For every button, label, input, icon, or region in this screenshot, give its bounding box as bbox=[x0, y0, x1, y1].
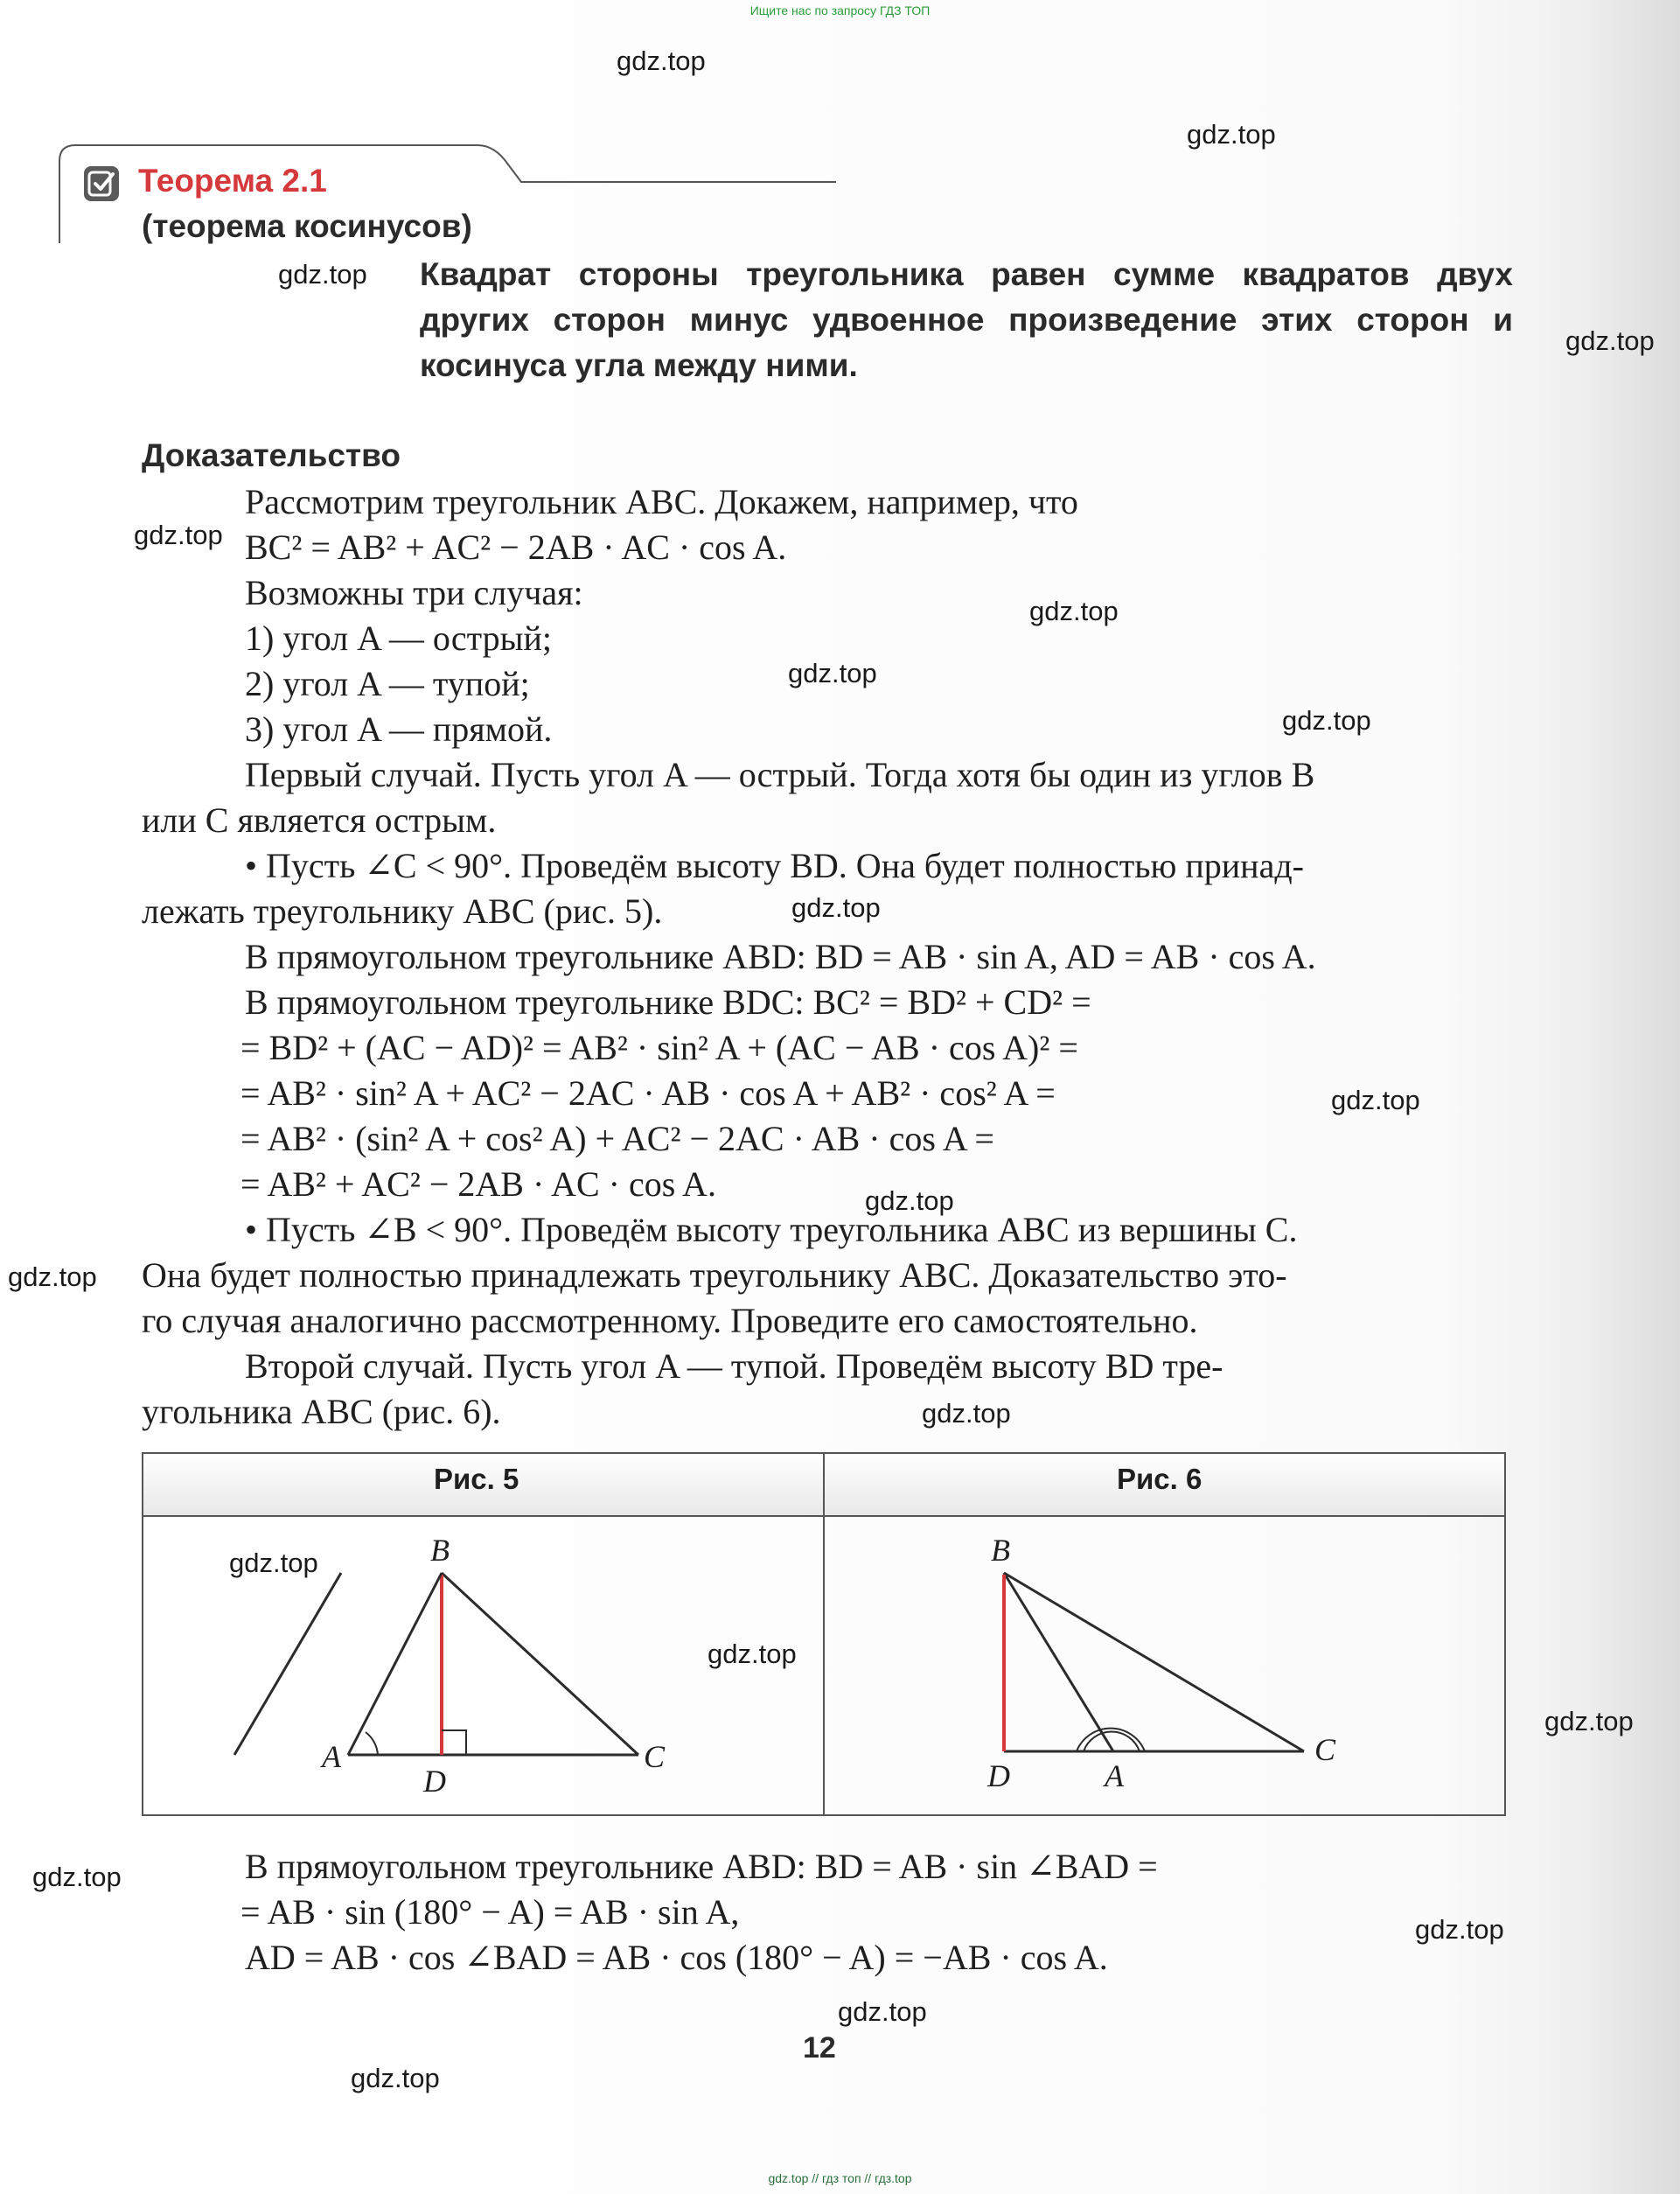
proof-line: AD = AB · cos ∠BAD = AB · cos (180° − A) = −AB · cos A. bbox=[245, 1938, 1108, 1977]
theorem-subtitle: (теорема косинусов) bbox=[142, 208, 472, 244]
watermark: gdz.top bbox=[708, 1639, 797, 1669]
watermark: gdz.top bbox=[32, 1862, 122, 1892]
right-angle-mark bbox=[442, 1730, 466, 1755]
proof-line: Она будет полностью принадлежать треугольнику ABC. Доказательство это- bbox=[142, 1255, 1287, 1295]
proof-line: = BD² + (AC − AD)² = AB² · sin² A + (AC − AB · cos A)² = bbox=[240, 1028, 1078, 1067]
vertex-a-label: A bbox=[1105, 1758, 1124, 1793]
theorem-statement: Квадрат стороны треугольника равен сумме квадратов двух других сторон минус удвоенное произведение этих сторон и косинуса угла между ними. bbox=[420, 256, 1513, 383]
watermark: gdz.top bbox=[1282, 705, 1371, 736]
watermark: gdz.top bbox=[229, 1548, 318, 1578]
proof-line: BC² = AB² + AC² − 2AB · AC · cos A. bbox=[245, 528, 787, 567]
watermark: gdz.top bbox=[865, 1185, 954, 1216]
vertex-d-label: D bbox=[423, 1764, 446, 1799]
proof-line: В прямоугольном треугольнике ABD: BD = AB · sin ∠BAD = bbox=[245, 1847, 1158, 1886]
vertex-c-label: C bbox=[1314, 1732, 1336, 1767]
figure-6-caption: Рис. 6 bbox=[1117, 1463, 1202, 1495]
watermark: gdz.top bbox=[278, 259, 367, 290]
angle-a-arc bbox=[366, 1732, 378, 1755]
theorem-title: Теорема 2.1 bbox=[138, 163, 327, 199]
side-ab-true bbox=[362, 1573, 442, 1755]
watermark: gdz.top bbox=[134, 520, 223, 550]
vertex-d-label: D bbox=[987, 1758, 1010, 1793]
vertex-b-label: B bbox=[430, 1533, 450, 1568]
side-ab-main bbox=[348, 1573, 442, 1755]
watermark: gdz.top bbox=[838, 1996, 927, 2027]
proof-line: 2) угол A — тупой; bbox=[245, 664, 530, 703]
figure-6-diagram bbox=[825, 1517, 1506, 1814]
watermark: gdz.top bbox=[1187, 119, 1276, 150]
top-banner: Ищите нас по запросу ГДЗ ТОП bbox=[749, 3, 931, 17]
proof-line: угольника ABC (рис. 6). bbox=[142, 1392, 501, 1431]
proof-line: Рассмотрим треугольник ABC. Докажем, например, что bbox=[245, 482, 1078, 521]
watermark: gdz.top bbox=[1565, 325, 1655, 356]
proof-line: В прямоугольном треугольнике BDC: BC² = BD² + CD² = bbox=[245, 982, 1091, 1022]
page-number: 12 bbox=[803, 2031, 836, 2065]
watermark: gdz.top bbox=[1331, 1085, 1420, 1115]
proof-line: = AB² · (sin² A + cos² A) + AC² − 2AC · AB · cos A = bbox=[240, 1119, 994, 1158]
proof-line: = AB · sin (180° − A) = AB · sin A, bbox=[240, 1892, 740, 1932]
proof-line: • Пусть ∠C < 90°. Проведём высоту BD. Она будет полностью принад- bbox=[245, 846, 1304, 885]
proof-line: лежать треугольнику ABC (рис. 5). bbox=[142, 891, 663, 931]
watermark: gdz.top bbox=[788, 658, 877, 688]
proof-line: или C является острым. bbox=[142, 800, 497, 840]
watermark: gdz.top bbox=[791, 892, 881, 923]
watermark: gdz.top bbox=[351, 2063, 440, 2093]
figure-5-diagram bbox=[142, 1517, 823, 1814]
proof-line: 1) угол A — острый; bbox=[245, 618, 552, 658]
proof-line: го случая аналогично рассмотренному. Проведите его самостоятельно. bbox=[142, 1301, 1198, 1340]
proof-line: = AB² · sin² A + AC² − 2AC · AB · cos A + AB² · cos² A = bbox=[240, 1073, 1056, 1113]
watermark: gdz.top bbox=[1544, 1706, 1634, 1736]
proof-line: 3) угол A — прямой. bbox=[245, 709, 553, 749]
side-ab bbox=[234, 1573, 341, 1755]
checkmark-icon bbox=[84, 166, 119, 201]
proof-heading: Доказательство bbox=[142, 437, 401, 473]
vertex-a-label: A bbox=[322, 1739, 341, 1774]
proof-line: Возможны три случая: bbox=[245, 573, 583, 612]
watermark: gdz.top bbox=[922, 1398, 1011, 1429]
proof-line: В прямоугольном треугольнике ABD: BD = AB · sin A, AD = AB · cos A. bbox=[245, 937, 1316, 976]
watermark: gdz.top bbox=[1029, 596, 1119, 626]
side-ab bbox=[1004, 1573, 1113, 1751]
figure-5-caption: Рис. 5 bbox=[434, 1463, 519, 1495]
watermark: gdz.top bbox=[1415, 1914, 1504, 1945]
side-a-b bbox=[367, 1573, 442, 1755]
proof-line: Первый случай. Пусть угол A — острый. Тогда хотя бы один из углов B bbox=[245, 755, 1315, 794]
bottom-banner: gdz.top // гдз топ // гдз.top bbox=[768, 2171, 912, 2185]
proof-line: = AB² + AC² − 2AB · AC · cos A. bbox=[240, 1164, 716, 1204]
side-b-c bbox=[442, 1573, 638, 1755]
proof-line: Второй случай. Пусть угол A — тупой. Проведём высоту BD тре- bbox=[245, 1346, 1223, 1386]
proof-line: • Пусть ∠B < 90°. Проведём высоту треугольника ABC из вершины C. bbox=[245, 1210, 1298, 1249]
vertex-c-label: C bbox=[644, 1739, 666, 1774]
vertex-b-label: B bbox=[991, 1533, 1010, 1568]
side-bc bbox=[1004, 1573, 1304, 1751]
watermark: gdz.top bbox=[8, 1261, 97, 1292]
watermark: gdz.top bbox=[617, 45, 706, 76]
